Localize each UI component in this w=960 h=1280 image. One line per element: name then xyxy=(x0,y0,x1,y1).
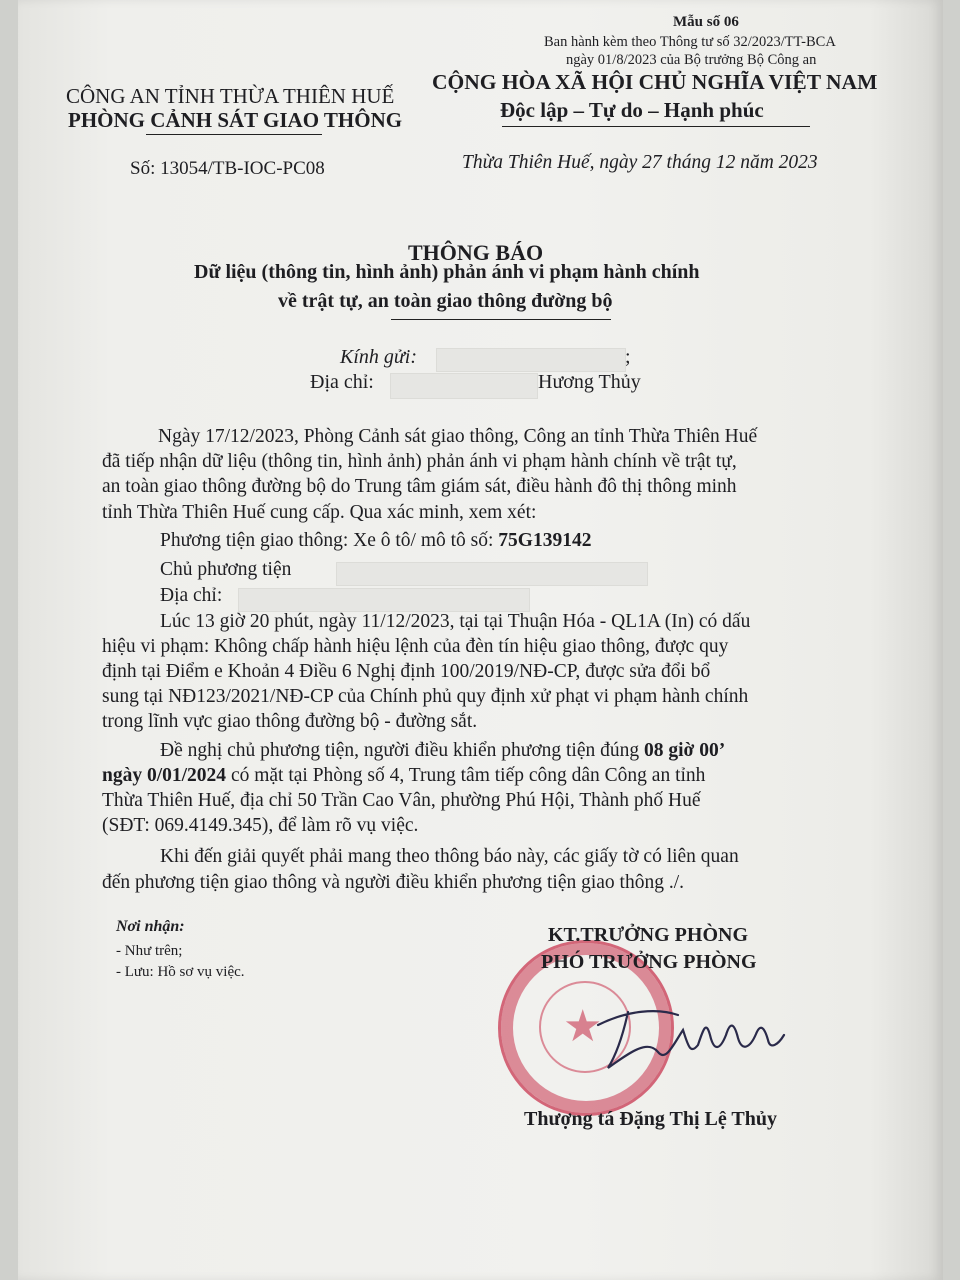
signer-name: Thượng tá Đặng Thị Lệ Thủy xyxy=(524,1108,777,1130)
signature-title-2: PHÓ TRƯỞNG PHÒNG xyxy=(541,951,757,973)
title-underline xyxy=(391,319,611,320)
document-number: Số: 13054/TB-IOC-PC08 xyxy=(130,158,325,179)
redacted-recipient-address xyxy=(390,373,538,399)
country-name: CỘNG HÒA XÃ HỘI CHỦ NGHĨA VIỆT NAM xyxy=(432,70,878,94)
signature-title-1: KT.TRƯỞNG PHÒNG xyxy=(548,924,748,946)
paragraph-3-line-4: (SĐT: 069.4149.345), để làm rõ vụ việc. xyxy=(102,815,419,836)
paragraph-2-line-5: trong lĩnh vực giao thông đường bộ - đường sắt. xyxy=(102,711,478,732)
paragraph-2-line-1: Lúc 13 giờ 20 phút, ngày 11/12/2023, tại tại Thuận Hóa - QL1A (In) có dấu xyxy=(160,611,751,632)
paragraph-3-line-2-text: có mặt tại Phòng số 4, Trung tâm tiếp công dân Công an tỉnh xyxy=(230,765,706,786)
document-title: THÔNG BÁO xyxy=(408,240,544,265)
owner-label: Chủ phương tiện xyxy=(160,559,292,580)
appointment-date: ngày 0/01/2024 xyxy=(102,765,227,786)
redacted-recipient-name xyxy=(436,348,626,372)
recipient-item-2: - Lưu: Hồ sơ vụ việc. xyxy=(116,964,245,980)
motto: Độc lập – Tự do – Hạnh phúc xyxy=(500,98,764,122)
agency-underline xyxy=(146,134,322,135)
agency-name: PHÒNG CẢNH SÁT GIAO THÔNG xyxy=(68,108,403,132)
star-icon: ★ xyxy=(563,1001,603,1052)
paragraph-1-line-4: tỉnh Thừa Thiên Huế cung cấp. Qua xác minh, xem xét: xyxy=(102,502,537,523)
document-subtitle-line-2: về trật tự, an toàn giao thông đường bộ xyxy=(278,290,613,312)
recipient-address-value: Hương Thủy xyxy=(538,371,641,393)
redacted-owner-name xyxy=(336,562,648,586)
paragraph-2-line-3: định tại Điểm e Khoản 4 Điều 6 Nghị định 100/2019/NĐ-CP, được sửa đổi bổ xyxy=(102,661,711,682)
redacted-owner-address xyxy=(238,588,530,612)
paragraph-3-line-1 xyxy=(160,740,725,762)
paragraph-1-line-1: Ngày 17/12/2023, Phòng Cảnh sát giao thông, Công an tỉnh Thừa Thiên Huế xyxy=(158,426,758,447)
vehicle-label-text: Phương tiện giao thông: Xe ô tô/ mô tô số: xyxy=(160,530,494,551)
paragraph-2-line-2: hiệu vi phạm: Không chấp hành hiệu lệnh của đèn tín hiệu giao thông, được quy xyxy=(102,636,729,657)
recipients-label: Nơi nhận: xyxy=(116,918,185,935)
license-plate: 75G139142 xyxy=(498,530,592,551)
appointment-time: 08 giờ 00’ xyxy=(644,740,726,761)
document-subtitle-line-1: Dữ liệu (thông tin, hình ảnh) phản ánh vi phạm hành chính xyxy=(194,261,700,283)
paragraph-4-line-2: đến phương tiện giao thông và người điều khiển phương tiện giao thông ./. xyxy=(102,872,685,893)
issued-with-line-2: ngày 01/8/2023 của Bộ trưởng Bộ Công an xyxy=(566,52,817,68)
motto-underline xyxy=(502,126,810,127)
paragraph-3-line-3: Thừa Thiên Huế, địa chỉ 50 Trần Cao Vân, phường Phú Hội, Thành phố Huế xyxy=(102,790,701,811)
paragraph-3-line-2 xyxy=(102,765,705,787)
recipient-address-label: Địa chỉ: xyxy=(310,371,374,393)
recipient-item-1: - Như trên; xyxy=(116,943,183,959)
paragraph-1-line-2: đã tiếp nhận dữ liệu (thông tin, hình ảnh) phản ánh vi phạm hành chính về trật tự, xyxy=(102,451,737,472)
paragraph-4-line-1: Khi đến giải quyết phải mang theo thông báo này, các giấy tờ có liên quan xyxy=(160,846,739,867)
paragraph-2-line-4: sung tại NĐ123/2021/NĐ-CP của Chính phủ quy định xử phạt vi phạm hành chính xyxy=(102,686,749,707)
handwritten-signature xyxy=(588,990,788,1080)
agency-parent: CÔNG AN TỈNH THỪA THIÊN HUẾ xyxy=(66,84,395,108)
vehicle-label xyxy=(160,530,591,552)
recipient-label: Kính gửi: xyxy=(340,346,418,368)
issued-with-line-1: Ban hành kèm theo Thông tư số 32/2023/TT-BCA xyxy=(544,34,836,50)
document-page xyxy=(18,0,943,1280)
place-date: Thừa Thiên Huế, ngày 27 tháng 12 năm 2023 xyxy=(462,152,818,173)
paragraph-3-line-1-text: Đề nghị chủ phương tiện, người điều khiển phương tiện đúng xyxy=(160,740,640,761)
recipient-end: ; xyxy=(625,346,631,368)
paragraph-1-line-3: an toàn giao thông đường bộ do Trung tâm giám sát, điều hành đô thị thông minh xyxy=(102,476,737,497)
owner-address-label: Địa chỉ: xyxy=(160,585,223,606)
form-number: Mẫu số 06 xyxy=(673,14,739,30)
